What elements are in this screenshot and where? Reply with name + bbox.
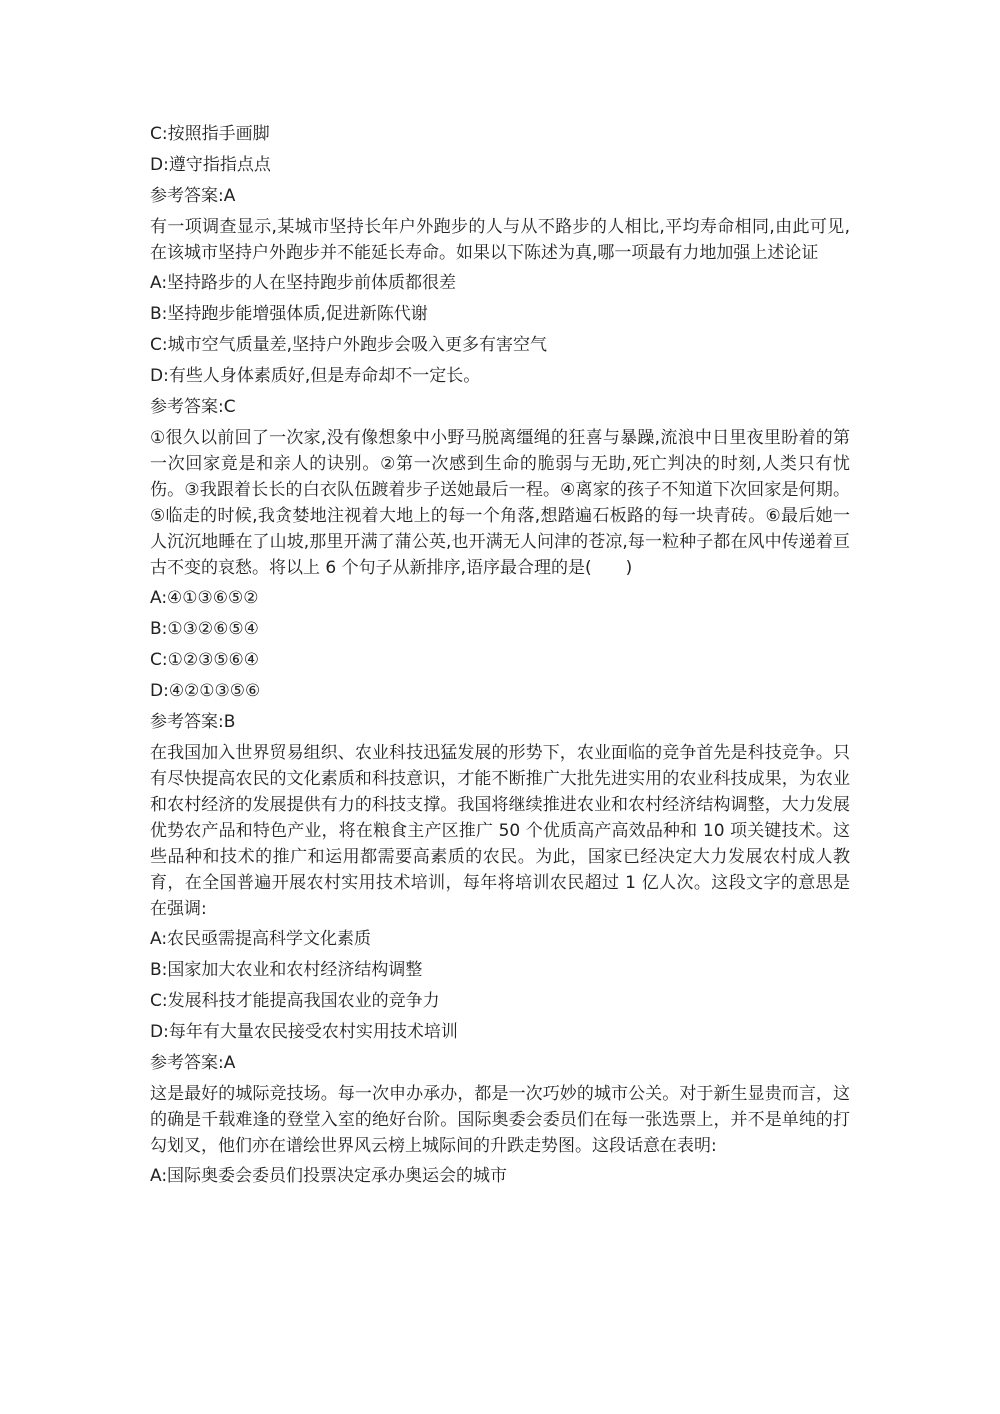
option-b: B:国家加大农业和农村经济结构调整 xyxy=(150,960,423,980)
question-text: ①很久以前回了一次家,没有像想象中小野马脱离缰绳的狂喜与暴躁,流浪中日里夜里盼着的第一次回家竟是和亲人的诀别。②第一次感到生命的脆弱与无助,死亡判决的时刻,人类只有忧伤。③我跟着长长的白衣队伍踱着步子送她最后一程。④离家的孩子不知道下次回家是何期。⑤临走的时候,我贪婪地注视着大地上的每一个角落,想踏遍石板路的每一块青砖。⑥最后她一人沉沉地睡在了山坡,那里开满了蒲公英,也开满无人问津的苍凉,每一粒种子都在风中传递着亘古不变的哀愁。将以上 6 个句子从新排序,语序最合理的是( ) xyxy=(150,428,850,578)
option-c: C:发展科技才能提高我国农业的竞争力 xyxy=(150,991,440,1011)
option-d: D:每年有大量农民接受农村实用技术培训 xyxy=(150,1022,458,1042)
option-c: C:①②③⑤⑥④ xyxy=(150,650,260,670)
option-a: A:坚持路步的人在坚持跑步前体质都很差 xyxy=(150,273,457,293)
question-text: 在我国加入世界贸易组织、农业科技迅猛发展的形势下，农业面临的竞争首先是科技竞争。只有尽快提高农民的文化素质和科技意识，才能不断推广大批先进实用的农业科技成果，为农业和农村经济的发展提供有力的科技支撑。我国将继续推进农业和农村经济结构调整，大力发展优势农产品和特色产业，将在粮食主产区推广 50 个优质高产高效品种和 10 项关键技术。这些品种和技术的推广和运用都需要高素质的农民。为此，国家已经决定大力发展农村成人教育，在全国普遍开展农村实用技术培训，每年将培训农民超过 1 亿人次。这段文字的意思是在强调: xyxy=(150,743,850,919)
option-d: D:④②①③⑤⑥ xyxy=(150,681,261,701)
reference-answer: 参考答案:A xyxy=(150,186,236,206)
option-b: B:①③②⑥⑤④ xyxy=(150,619,259,639)
option-b: B:坚持跑步能增强体质,促进新陈代谢 xyxy=(150,304,428,324)
option-d: D:有些人身体素质好,但是寿命却不一定长。 xyxy=(150,366,481,386)
option-d: D:遵守指指点点 xyxy=(150,155,271,175)
option-a: A:农民亟需提高科学文化素质 xyxy=(150,929,372,949)
question-text: 这是最好的城际竞技场。每一次申办承办，都是一次巧妙的城市公关。对于新生显贵而言，这的确是千载难逢的登堂入室的绝好台阶。国际奥委会委员们在每一张选票上，并不是单纯的打勾划叉，他们亦在谱绘世界风云榜上城际间的升跌走势图。这段话意在表明: xyxy=(150,1084,850,1156)
question-text: 有一项调查显示,某城市坚持长年户外跑步的人与从不路步的人相比,平均寿命相同,由此可见,在该城市坚持户外跑步并不能延长寿命。如果以下陈述为真,哪一项最有力地加强上述论证 xyxy=(150,217,850,263)
option-a: A:④①③⑥⑤② xyxy=(150,588,259,608)
option-c: C:按照指手画脚 xyxy=(150,124,270,144)
reference-answer: 参考答案:C xyxy=(150,397,236,417)
option-c: C:城市空气质量差,坚持户外跑步会吸入更多有害空气 xyxy=(150,335,548,355)
document-body xyxy=(150,119,850,1192)
reference-answer: 参考答案:B xyxy=(150,712,236,732)
reference-answer: 参考答案:A xyxy=(150,1053,236,1073)
option-a: A:国际奥委会委员们投票决定承办奥运会的城市 xyxy=(150,1166,508,1186)
